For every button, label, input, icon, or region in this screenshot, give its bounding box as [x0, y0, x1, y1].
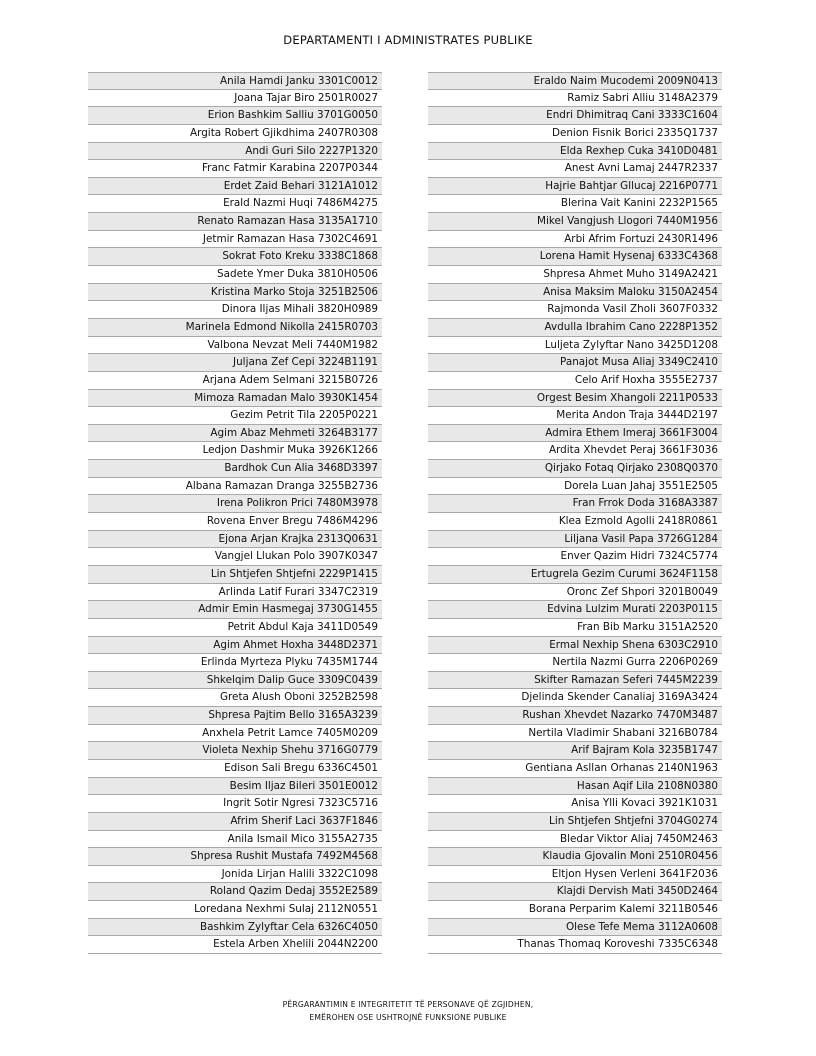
list-item: Afrim Sherif Laci 3637F1846 — [88, 813, 382, 831]
list-item: Fran Frrok Doda 3168A3387 — [428, 495, 722, 513]
list-item: Arlinda Latif Furari 3347C2319 — [88, 584, 382, 602]
list-item: Liljana Vasil Papa 3726G1284 — [428, 531, 722, 549]
list-item: Eraldo Naim Mucodemi 2009N0413 — [428, 72, 722, 90]
list-item: Borana Perparim Kalemi 3211B0546 — [428, 901, 722, 919]
list-item: Violeta Nexhip Shehu 3716G0779 — [88, 742, 382, 760]
list-item: Fran Bib Marku 3151A2520 — [428, 619, 722, 637]
list-item: Djelinda Skender Canaliaj 3169A3424 — [428, 689, 722, 707]
list-item: Ledjon Dashmir Muka 3926K1266 — [88, 442, 382, 460]
list-item: Greta Alush Oboni 3252B2598 — [88, 689, 382, 707]
list-item: Lin Shtjefen Shtjefni 3704G0274 — [428, 813, 722, 831]
list-item: Hajrie Bahtjar Gllucaj 2216P0771 — [428, 178, 722, 196]
list-item: Ingrit Sotir Ngresi 7323C5716 — [88, 795, 382, 813]
list-item: Ermal Nexhip Shena 6303C2910 — [428, 637, 722, 655]
list-item: Shkelqim Dalip Guce 3309C0439 — [88, 672, 382, 690]
list-item: Olese Tefe Mema 3112A0608 — [428, 919, 722, 937]
list-item: Ardita Xhevdet Peraj 3661F3036 — [428, 442, 722, 460]
list-item: Andi Guri Silo 2227P1320 — [88, 143, 382, 161]
right-name-column — [428, 72, 722, 954]
list-item: Anest Avni Lamaj 2447R2337 — [428, 160, 722, 178]
list-item: Orgest Besim Xhangoli 2211P0533 — [428, 390, 722, 408]
list-item: Joana Tajar Biro 2501R0027 — [88, 90, 382, 108]
list-item: Blerina Vait Kanini 2232P1565 — [428, 195, 722, 213]
list-item: Anisa Maksim Maloku 3150A2454 — [428, 284, 722, 302]
list-item: Arjana Adem Selmani 3215B0726 — [88, 372, 382, 390]
list-item: Agim Ahmet Hoxha 3448D2371 — [88, 637, 382, 655]
list-item: Gezim Petrit Tila 2205P0221 — [88, 407, 382, 425]
list-item: Luljeta Zylyftar Nano 3425D1208 — [428, 337, 722, 355]
list-item: Lorena Hamit Hysenaj 6333C4368 — [428, 248, 722, 266]
list-item: Anila Ismail Mico 3155A2735 — [88, 831, 382, 849]
list-item: Shpresa Pajtim Bello 3165A3239 — [88, 707, 382, 725]
list-item: Loredana Nexhmi Sulaj 2112N0551 — [88, 901, 382, 919]
list-item: Hasan Aqif Lila 2108N0380 — [428, 778, 722, 796]
list-item: Jonida Lirjan Halili 3322C1098 — [88, 866, 382, 884]
list-item: Oronc Zef Shpori 3201B0049 — [428, 584, 722, 602]
list-item: Merita Andon Traja 3444D2197 — [428, 407, 722, 425]
list-item: Anisa Ylli Kovaci 3921K1031 — [428, 795, 722, 813]
list-item: Kristina Marko Stoja 3251B2506 — [88, 284, 382, 302]
page-title: DEPARTAMENTI I ADMINISTRATES PUBLIKE — [283, 33, 533, 47]
list-item: Arif Bajram Kola 3235B1747 — [428, 742, 722, 760]
list-item: Marinela Edmond Nikolla 2415R0703 — [88, 319, 382, 337]
list-item: Bledar Viktor Aliaj 7450M2463 — [428, 831, 722, 849]
list-item: Albana Ramazan Dranga 3255B2736 — [88, 478, 382, 496]
list-item: Ejona Arjan Krajka 2313Q0631 — [88, 531, 382, 549]
list-item: Endri Dhimitraq Cani 3333C1604 — [428, 107, 722, 125]
list-item: Renato Ramazan Hasa 3135A1710 — [88, 213, 382, 231]
list-item: Vangjel Llukan Polo 3907K0347 — [88, 548, 382, 566]
list-item: Erlinda Myrteza Plyku 7435M1744 — [88, 654, 382, 672]
list-item: Celo Arif Hoxha 3555E2737 — [428, 372, 722, 390]
list-item: Agim Abaz Mehmeti 3264B3177 — [88, 425, 382, 443]
list-item: Sadete Ymer Duka 3810H0506 — [88, 266, 382, 284]
list-item: Arbi Afrim Fortuzi 2430R1496 — [428, 231, 722, 249]
list-item: Skifter Ramazan Seferi 7445M2239 — [428, 672, 722, 690]
list-item: Dorela Luan Jahaj 3551E2505 — [428, 478, 722, 496]
list-item: Mikel Vangjush Llogori 7440M1956 — [428, 213, 722, 231]
list-item: Mimoza Ramadan Malo 3930K1454 — [88, 390, 382, 408]
list-item: Klea Ezmold Agolli 2418R0861 — [428, 513, 722, 531]
list-item: Gentiana Asllan Orhanas 2140N1963 — [428, 760, 722, 778]
list-item: Shpresa Ahmet Muho 3149A2421 — [428, 266, 722, 284]
list-item: Juljana Zef Cepi 3224B1191 — [88, 354, 382, 372]
list-item: Thanas Thomaq Koroveshi 7335C6348 — [428, 936, 722, 954]
footer-line-1: PËRGARANTIMIN E INTEGRITETIT TË PERSONAVE QË ZGJIDHEN, — [282, 1000, 534, 1009]
list-item: Qirjako Fotaq Qirjako 2308Q0370 — [428, 460, 722, 478]
list-item: Sokrat Foto Kreku 3338C1868 — [88, 248, 382, 266]
list-item: Nertila Vladimir Shabani 3216B0784 — [428, 725, 722, 743]
list-item: Ramiz Sabri Alliu 3148A2379 — [428, 90, 722, 108]
list-item: Rovena Enver Bregu 7486M4296 — [88, 513, 382, 531]
left-name-column — [88, 72, 382, 954]
list-item: Estela Arben Xhelili 2044N2200 — [88, 936, 382, 954]
list-item: Avdulla Ibrahim Cano 2228P1352 — [428, 319, 722, 337]
list-item: Erdet Zaid Behari 3121A1012 — [88, 178, 382, 196]
list-item: Eltjon Hysen Verleni 3641F2036 — [428, 866, 722, 884]
list-item: Elda Rexhep Cuka 3410D0481 — [428, 143, 722, 161]
list-item: Anila Hamdi Janku 3301C0012 — [88, 72, 382, 90]
list-item: Erion Bashkim Salliu 3701G0050 — [88, 107, 382, 125]
list-item: Admira Ethem Imeraj 3661F3004 — [428, 425, 722, 443]
list-item: Rushan Xhevdet Nazarko 7470M3487 — [428, 707, 722, 725]
list-item: Admir Emin Hasmegaj 3730G1455 — [88, 601, 382, 619]
list-item: Erald Nazmi Huqi 7486M4275 — [88, 195, 382, 213]
list-item: Besim Iljaz Bileri 3501E0012 — [88, 778, 382, 796]
list-item: Franc Fatmir Karabina 2207P0344 — [88, 160, 382, 178]
list-item: Valbona Nevzat Meli 7440M1982 — [88, 337, 382, 355]
list-item: Edison Sali Bregu 6336C4501 — [88, 760, 382, 778]
list-item: Argita Robert Gjikdhima 2407R0308 — [88, 125, 382, 143]
list-item: Edvina Lulzim Murati 2203P0115 — [428, 601, 722, 619]
list-item: Rajmonda Vasil Zholi 3607F0332 — [428, 301, 722, 319]
list-item: Klaudia Gjovalin Moni 2510R0456 — [428, 848, 722, 866]
list-item: Irena Polikron Prici 7480M3978 — [88, 495, 382, 513]
list-item: Anxhela Petrit Lamce 7405M0209 — [88, 725, 382, 743]
list-item: Dinora Iljas Mihali 3820H0989 — [88, 301, 382, 319]
list-item: Klajdi Dervish Mati 3450D2464 — [428, 883, 722, 901]
list-item: Nertila Nazmi Gurra 2206P0269 — [428, 654, 722, 672]
list-item: Panajot Musa Aliaj 3349C2410 — [428, 354, 722, 372]
list-item: Roland Qazim Dedaj 3552E2589 — [88, 883, 382, 901]
list-item: Lin Shtjefen Shtjefni 2229P1415 — [88, 566, 382, 584]
list-item: Shpresa Rushit Mustafa 7492M4568 — [88, 848, 382, 866]
list-item: Bardhok Cun Alia 3468D3397 — [88, 460, 382, 478]
list-item: Enver Qazim Hidri 7324C5774 — [428, 548, 722, 566]
list-item: Jetmir Ramazan Hasa 7302C4691 — [88, 231, 382, 249]
list-item: Petrit Abdul Kaja 3411D0549 — [88, 619, 382, 637]
list-item: Ertugrela Gezim Curumi 3624F1158 — [428, 566, 722, 584]
list-item: Denion Fisnik Borici 2335Q1737 — [428, 125, 722, 143]
footer-line-2: EMËROHEN OSE USHTROJNË FUNKSIONE PUBLIKE — [309, 1013, 507, 1022]
list-item: Bashkim Zylyftar Cela 6326C4050 — [88, 919, 382, 937]
footer — [0, 998, 816, 1024]
